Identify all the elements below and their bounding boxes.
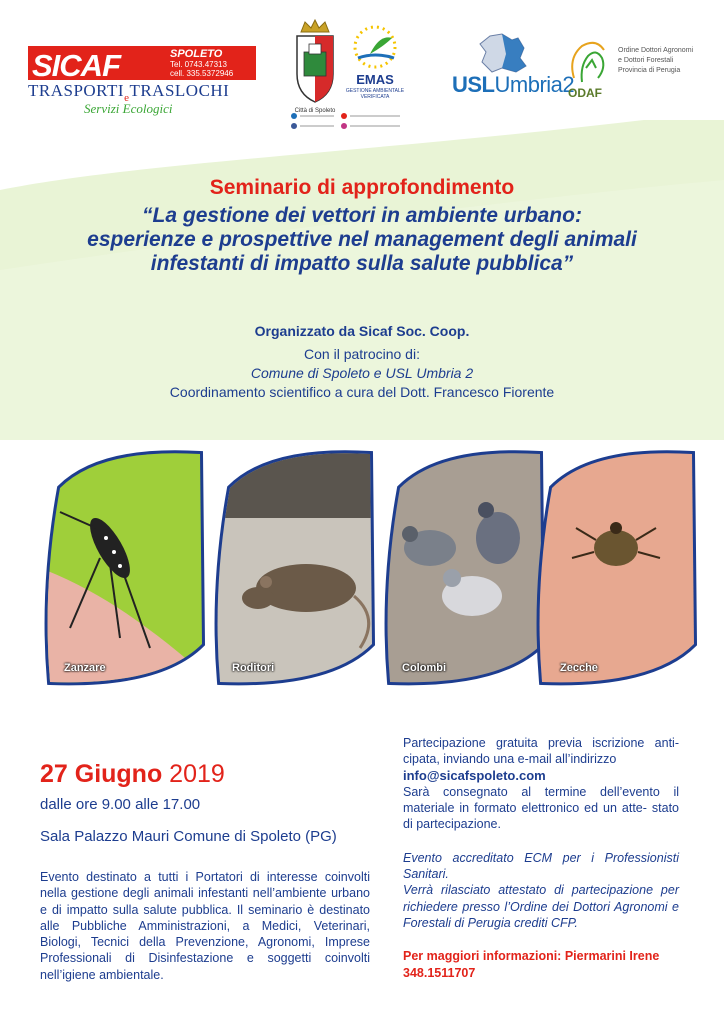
event-hours: dalle ore 9.00 alle 17.00 xyxy=(40,796,201,813)
event-description: Evento destinato a tutti i Portatori di interesse coinvolti nella gestione degli animali infestanti nell’ambiente urbano e di impatto sulla salute pubblica. Il seminario è destinato alle Pubbliche Amministrazioni, a Medici, Veterinari, Biologi, Tecnici della Prevenzione, Agronomi, Imprese Professionali di Disinfestazione e soggetti coinvolti nell’igiene ambientale. xyxy=(40,870,370,982)
umbria-map-icon xyxy=(472,32,532,74)
seminar-title xyxy=(0,204,724,276)
caption-rat: Roditori xyxy=(232,662,275,674)
registration-text: Partecipazione gratuita previa iscrizione anti- cipata, inviando una e-mail all’indirizzo xyxy=(403,736,679,767)
title-line-3: infestanti di impatto sulla salute pubblica” xyxy=(150,252,574,275)
odaf-line3: Provincia di Perugia xyxy=(618,67,681,74)
city-name: Città di Spoleto xyxy=(294,108,336,114)
registration-block xyxy=(403,735,679,998)
odaf-emblem-icon xyxy=(566,38,612,86)
sicaf-trasporti: TRASPORTI xyxy=(28,81,125,100)
emas-stars-icon xyxy=(340,24,410,70)
seminar-heading: Seminario di approfondimento xyxy=(209,176,515,199)
emas-sub1: GESTIONE AMBIENTALE xyxy=(345,88,405,94)
title-line-2: esperienze e prospettive nel management degli animali xyxy=(87,228,637,251)
event-date xyxy=(40,760,225,789)
photo-mosquito xyxy=(40,448,208,688)
crest-icon xyxy=(291,18,339,106)
sicaf-logo-city: SPOLETO xyxy=(170,48,223,60)
patronage: Comune di Spoleto e USL Umbria 2 xyxy=(250,365,474,381)
sicaf-cell: cell. 335.5372946 xyxy=(170,69,234,78)
photo-rat xyxy=(210,448,378,688)
odaf-word: ODAF xyxy=(568,86,602,100)
title-block xyxy=(0,176,724,276)
patronage-label: Con il patrocino di: xyxy=(304,346,420,362)
coordination: Coordinamento scientifico a cura del Dott. Francesco Fiorente xyxy=(169,384,555,400)
sicaf-logo-name: SICAF xyxy=(32,48,120,83)
event-year: 2019 xyxy=(162,760,225,788)
sicaf-tel: Tel. 0743.47313 xyxy=(170,60,227,69)
emas-sub2: VERIFICATA xyxy=(360,94,390,100)
pest-photo-row xyxy=(40,448,700,688)
emas-title: EMAS xyxy=(356,72,394,87)
sicaf-traslochi: TRASLOCHI xyxy=(129,81,230,100)
odaf-line2: e Dottori Forestali xyxy=(618,57,674,64)
sicaf-e: e xyxy=(124,92,130,104)
photo-tick xyxy=(532,448,700,688)
sicaf-logo xyxy=(28,46,256,118)
odaf-line1: Ordine Dottori Agronomi xyxy=(618,47,694,54)
info-phone: 348.1511707 xyxy=(403,965,476,980)
caption-tick: Zecche xyxy=(560,662,598,674)
usl-umbria2-logo xyxy=(452,32,575,102)
social-links xyxy=(290,112,410,133)
usl-part2: Umbria2 xyxy=(494,72,575,97)
ecm-text: Evento accreditato ECM per i Professionisti Sanitari. xyxy=(403,850,679,882)
odaf-logo xyxy=(566,38,706,108)
info-label: Per maggiori informazioni: Piermarini Irene xyxy=(403,949,660,964)
social-icons xyxy=(290,112,410,132)
caption-mosquito: Zanzare xyxy=(64,662,106,674)
sicaf-servizi: Servizi Ecologici xyxy=(84,101,173,116)
title-line-1: “La gestione dei vettori in ambiente urbano: xyxy=(142,204,582,227)
cfp-text: Verrà rilasciato attestato di partecipazione per richiedere presso l’Ordine dei Dottori Agronomi e Forestali di Perugia crediti CFP. xyxy=(403,883,679,930)
caption-pigeon: Colombi xyxy=(402,662,446,674)
usl-part1: USL xyxy=(452,72,495,97)
registration-email[interactable]: info@sicafspoleto.com xyxy=(403,767,546,783)
organized-by: Organizzato da Sicaf Soc. Coop. xyxy=(254,323,470,339)
organizer-block xyxy=(0,322,724,402)
material-text: Sarà consegnato al termine dell’evento il materiale in formato elettronico ed un atte- stato di partecipazione. xyxy=(403,784,679,832)
event-date-day: 27 Giugno xyxy=(40,760,163,788)
photo-pigeon xyxy=(380,448,548,688)
event-venue: Sala Palazzo Mauri Comune di Spoleto (PG) xyxy=(40,828,337,845)
